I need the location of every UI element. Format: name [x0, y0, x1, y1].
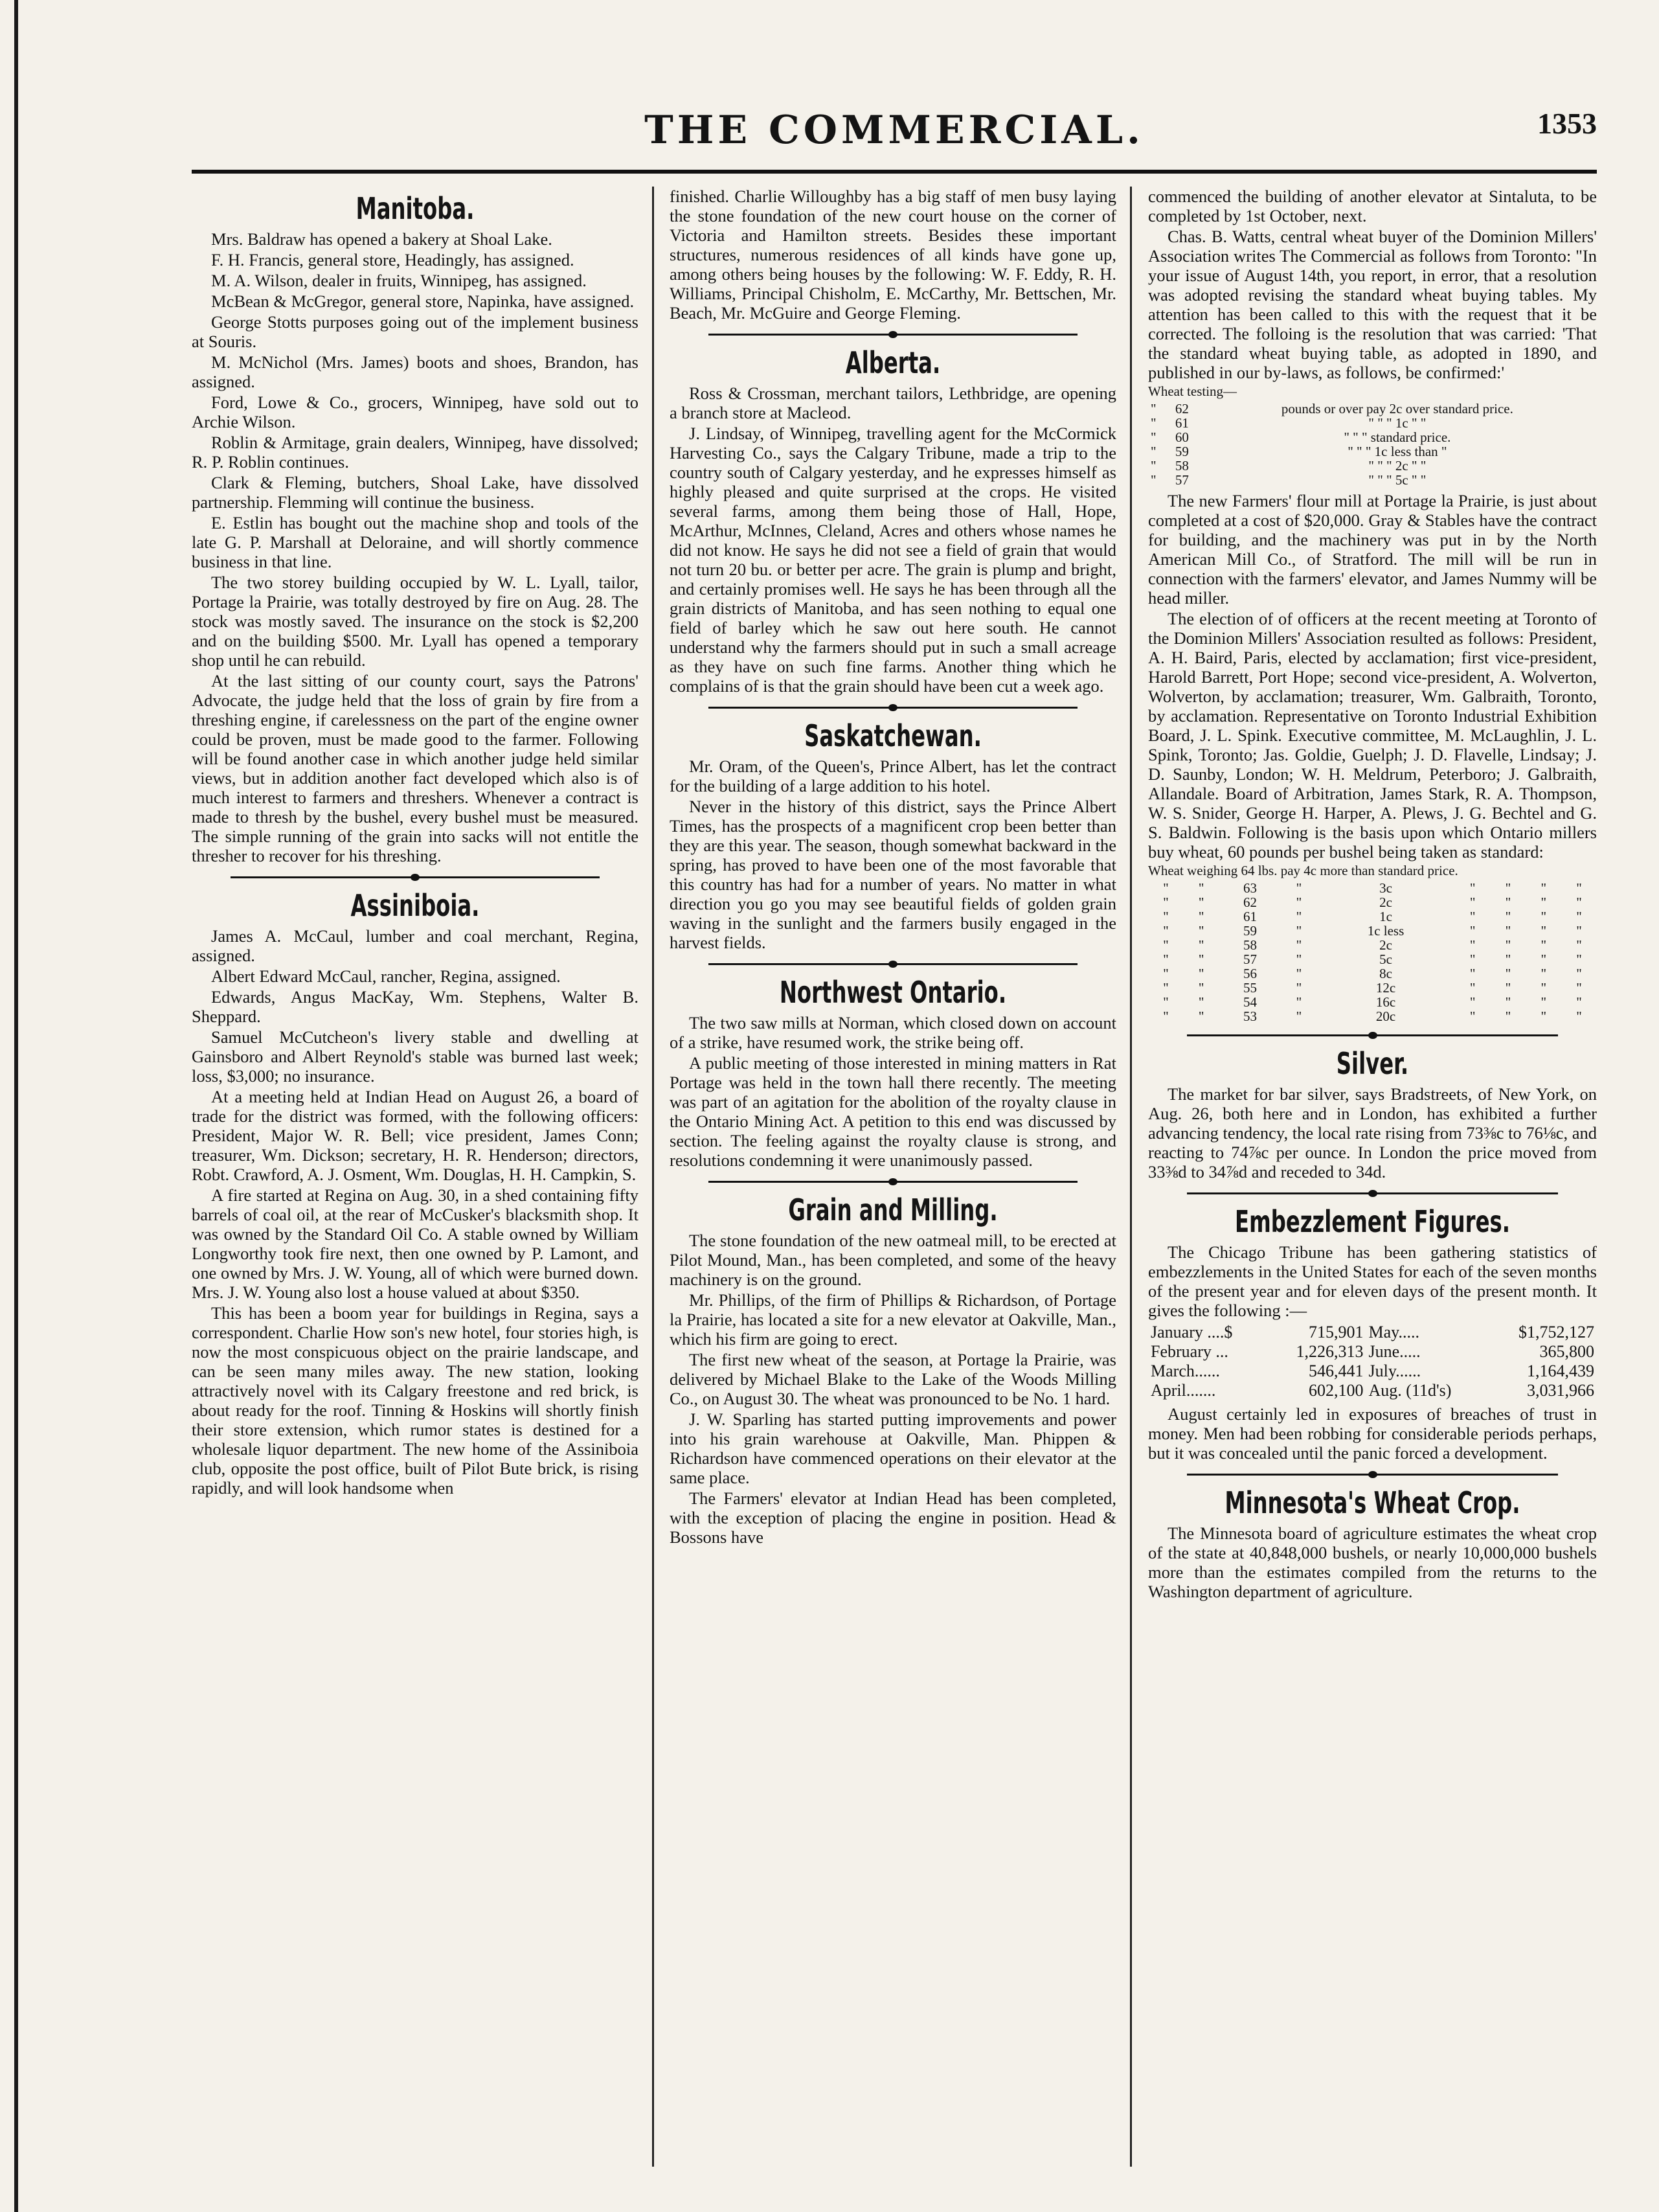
table-cell: " " " 2c " "	[1368, 458, 1427, 473]
table-cell: "	[1296, 895, 1302, 910]
table-cell: "	[1576, 1009, 1582, 1024]
article-paragraph: M. McNichol (Mrs. James) boots and shoes, Brandon, has assigned.	[192, 352, 638, 391]
table-cell: "	[1198, 923, 1204, 939]
table-cell: "	[1151, 401, 1157, 416]
article-paragraph: At the last sitting of our county court, says the Patrons' Advocate, the judge held that the loss of grain by fire from a threshing engine, if carelessness on the part of the engine owner could be proven, must be made good to the farmer. Following will be found another case in which another judge held similar views, but in addition another fact developed which also is of much interest to farmers and threshers. Whenever a contract is made to thresh by the bushel, every bushel must be measured. The simple running of the grain into sacks will not entitle the thresher to recover for his threshing.	[192, 671, 638, 865]
table-row	[1148, 895, 1597, 909]
table-cell: "	[1296, 937, 1302, 953]
table-row	[1148, 966, 1597, 981]
table-row	[1148, 881, 1597, 895]
binding-edge	[14, 0, 18, 2212]
section-heading-minnesota: Minnesota's Wheat Crop.	[1224, 1485, 1520, 1520]
table-cell: "	[1505, 966, 1511, 981]
table-cell: 546,441	[1309, 1362, 1364, 1380]
table-row	[1148, 938, 1597, 952]
article-paragraph: Chas. B. Watts, central wheat buyer of the Dominion Millers' Association writes The Commercial as follows from Toronto: "In your issue of August 14th, you report, in error, that a resolution was adopted revising the standard wheat buying tables. My attention has been called to this with the request that it be corrected. The folloing is the resolution that was carried: 'That the standard wheat buying table, as adopted in 1890, and published in our by-laws, as follows, be confirmed:'	[1148, 227, 1597, 382]
article-paragraph: The election of of officers at the recent meeting at Toronto of the Dominion Millers' Association resulted as follows: President, A. H. Baird, Paris, elected by acclamation; first vice-president, Harold Barrett, Port Hope; second vice-president, A. Wolverton, Wolverton, by acclamation; treasurer, Wm. Galbraith, Toronto, by acclamation. Representative on Toronto Industrial Exhibition Board, J. L. Spink. Executive committee, M. McLaughlin, J. L. Spink, Toronto; Jas. Goldie, Guelph; J. D. Flavelle, Lindsay; J. D. Saunby, London; W. H. Meldrum, Peterboro; J. Galbraith, Allandale. Board of Arbitration, James Stark, R. A. Thompson, W. S. Snider, George H. Harper, A. Plews, J. G. Bechtel and G. S. Baldwin. Following is the basis upon which Ontario millers buy wheat, 60 pounds per bushel being taken as standard:	[1148, 609, 1597, 861]
table-cell: "	[1198, 880, 1204, 896]
table-row	[1148, 1009, 1597, 1023]
table-cell: "	[1469, 966, 1476, 981]
table-cell: "	[1163, 937, 1169, 953]
table-cell: 3,031,966	[1527, 1381, 1594, 1400]
table-cell: "	[1163, 980, 1169, 996]
table-cell: 5c	[1379, 952, 1392, 967]
article-paragraph: The Chicago Tribune has been gathering statistics of embezzlements in the United States for each of the seven months of the present year and for eleven days of the present month. It gives the following :—	[1148, 1242, 1597, 1320]
masthead	[192, 104, 1597, 162]
table-cell: "	[1541, 937, 1547, 953]
table-cell: "	[1505, 909, 1511, 924]
wheat-weighing-table	[1148, 881, 1597, 1023]
masthead-title: THE COMMERCIAL.	[644, 108, 1144, 153]
table-cell: "	[1576, 994, 1582, 1010]
table-cell: "	[1296, 980, 1302, 996]
article-paragraph: finished. Charlie Willoughby has a big staff of men busy laying the stone foundation of the new court house on the corner of Victoria and Hamilton streets. Besides these important structures, numerous residences of all kinds have gone up, among others being houses by the following: W. F. Eddy, R. H. Williams, Principal Chisholm, E. McCarthy, Mr. Bettschen, Mr. Beach, Mr. McGuire and George Fleming.	[670, 187, 1116, 323]
article-paragraph: Mr. Phillips, of the firm of Phillips & Richardson, of Portage la Prairie, has located a site for a new elevator at Oakville, Man., which his firm are going to erect.	[670, 1290, 1116, 1349]
table-cell: "	[1541, 966, 1547, 981]
table-cell: " " " standard price.	[1344, 429, 1451, 445]
table-cell: "	[1163, 909, 1169, 924]
table-cell: "	[1296, 1009, 1302, 1024]
table-cell: "	[1198, 1009, 1204, 1024]
table-cell: "	[1576, 895, 1582, 910]
table-caption: Wheat weighing 64 lbs. pay 4c more than standard price.	[1148, 863, 1458, 878]
table-cell: 20c	[1375, 1009, 1396, 1024]
table-cell: "	[1296, 952, 1302, 967]
article-paragraph: The two saw mills at Norman, which closed down on account of a strike, have resumed work, the strike being off.	[670, 1013, 1116, 1052]
table-cell: 1c	[1379, 909, 1392, 924]
table-row	[1148, 1342, 1597, 1362]
table-cell: "	[1505, 952, 1511, 967]
table-cell: "	[1541, 952, 1547, 967]
section-heading-saskatchewan: Saskatchewan.	[804, 718, 982, 753]
section-heading-assiniboia: Assiniboia.	[350, 888, 480, 923]
table-cell: "	[1296, 966, 1302, 981]
table-cell: "	[1469, 952, 1476, 967]
article-paragraph: Samuel McCutcheon's livery stable and dwelling at Gainsboro and Albert Reynold's stable was burned last week; loss, $3,000; no insurance.	[192, 1027, 638, 1086]
table-cell: "	[1296, 923, 1302, 939]
article-paragraph: This has been a boom year for buildings in Regina, says a correspondent. Charlie How son's new hotel, four stories high, is now the most conspicuous object on the prairie landscape, and can be seen many miles away. The new station, looking attractively novel with its Calgary freestone and red brick, is about ready for the roof. Tinning & Hoskins will shortly finish their store extension, which rumor states is destined for a wholesale liquor department. The new home of the Assiniboia club, opposite the post office, built of Pilot Bute brick, is rising rapidly, and will look handsome when	[192, 1303, 638, 1498]
table-cell: 60	[1175, 429, 1189, 445]
table-cell: "	[1469, 980, 1476, 996]
table-row	[1148, 459, 1597, 473]
table-cell: "	[1151, 472, 1157, 488]
table-cell: "	[1541, 1009, 1547, 1024]
table-cell: "	[1576, 952, 1582, 967]
table-cell: $1,752,127	[1518, 1323, 1594, 1341]
column-3	[1148, 187, 1597, 2167]
table-cell: 715,901	[1309, 1323, 1364, 1341]
table-row	[1148, 909, 1597, 924]
table-cell: 59	[1243, 923, 1258, 939]
article-paragraph: Mr. Oram, of the Queen's, Prince Albert, has let the contract for the building of a large addition to his hotel.	[670, 757, 1116, 795]
table-cell: March......	[1151, 1362, 1220, 1380]
table-cell: 63	[1243, 880, 1258, 896]
table-cell: 61	[1175, 415, 1189, 431]
table-cell: 16c	[1375, 994, 1396, 1010]
table-cell: "	[1469, 923, 1476, 939]
table-cell: "	[1198, 952, 1204, 967]
table-cell: pounds or over pay 2c over standard price.	[1281, 401, 1513, 416]
table-cell: July......	[1368, 1362, 1421, 1380]
article-paragraph: The Farmers' elevator at Indian Head has been completed, with the exception of placing the engine in position. Head & Bossons have	[670, 1488, 1116, 1547]
column-rule	[652, 187, 654, 2167]
section-divider	[1187, 1029, 1558, 1042]
table-cell: 2c	[1379, 937, 1392, 953]
column-1	[192, 187, 638, 2167]
table-cell: 54	[1243, 994, 1258, 1010]
table-cell: 61	[1243, 909, 1258, 924]
table-cell: "	[1198, 895, 1204, 910]
table-cell: "	[1576, 966, 1582, 981]
table-cell: 55	[1243, 980, 1258, 996]
section-divider	[708, 957, 1078, 970]
article-paragraph: George Stotts purposes going out of the implement business at Souris.	[192, 312, 638, 351]
article-paragraph: commenced the building of another elevator at Sintaluta, to be completed by 1st October, next.	[1148, 187, 1597, 225]
table-cell: "	[1163, 994, 1169, 1010]
table-cell: "	[1505, 937, 1511, 953]
article-paragraph: Roblin & Armitage, grain dealers, Winnipeg, have dissolved; R. P. Roblin continues.	[192, 433, 638, 472]
section-divider	[231, 871, 600, 884]
table-cell: 602,100	[1309, 1381, 1364, 1400]
table-cell: "	[1151, 458, 1157, 473]
section-heading-grain-milling: Grain and Milling.	[788, 1192, 998, 1227]
table-row	[1148, 1362, 1597, 1381]
table-cell: "	[1296, 994, 1302, 1010]
table-cell: "	[1469, 994, 1476, 1010]
table-cell: 58	[1243, 937, 1258, 953]
table-cell: "	[1151, 415, 1157, 431]
table-cell: 1c less	[1367, 923, 1405, 939]
page-number: 1353	[1537, 107, 1597, 140]
table-cell: "	[1163, 880, 1169, 896]
article-paragraph: Albert Edward McCaul, rancher, Regina, assigned.	[211, 966, 561, 986]
article-paragraph: The first new wheat of the season, at Portage la Prairie, was delivered by Michael Blake to the Lake of the Woods Milling Co., on August 30. The wheat was pronounced to be No. 1 hard.	[670, 1350, 1116, 1408]
table-cell: "	[1505, 980, 1511, 996]
table-cell: "	[1541, 880, 1547, 896]
article-paragraph: McBean & McGregor, general store, Napinka, have assigned.	[211, 291, 635, 311]
table-cell: "	[1576, 937, 1582, 953]
wheat-testing-table	[1148, 402, 1597, 487]
table-cell: "	[1198, 994, 1204, 1010]
section-heading-alberta: Alberta.	[845, 345, 941, 380]
article-paragraph: Ross & Crossman, merchant tailors, Lethbridge, are opening a branch store at Macleod.	[670, 383, 1116, 422]
table-cell: 1,226,313	[1296, 1342, 1364, 1361]
table-row	[1148, 952, 1597, 966]
table-row	[1148, 981, 1597, 995]
table-cell: "	[1576, 909, 1582, 924]
table-cell: "	[1505, 994, 1511, 1010]
column-rule	[1130, 187, 1132, 2167]
table-cell: 53	[1243, 1009, 1258, 1024]
section-divider	[708, 328, 1078, 341]
table-cell: "	[1469, 1009, 1476, 1024]
article-paragraph: The Minnesota board of agriculture estimates the wheat crop of the state at 40,848,000 bushels, or nearly 10,000,000 bushels more than the estimates compiled from the returns to the Washington department of agriculture.	[1148, 1523, 1597, 1601]
table-row	[1148, 473, 1597, 487]
table-cell: 3c	[1379, 880, 1392, 896]
table-cell: " " " 1c " "	[1368, 415, 1427, 431]
table-cell: February ...	[1151, 1342, 1228, 1361]
table-cell: "	[1198, 937, 1204, 953]
table-cell: "	[1541, 909, 1547, 924]
table-row	[1148, 430, 1597, 444]
article-paragraph: Ford, Lowe & Co., grocers, Winnipeg, have sold out to Archie Wilson.	[192, 393, 638, 431]
table-row	[1148, 1323, 1597, 1342]
section-heading-silver: Silver.	[1336, 1046, 1409, 1081]
section-heading-manitoba: Manitoba.	[356, 191, 475, 226]
table-cell: "	[1469, 895, 1476, 910]
article-paragraph: J. Lindsay, of Winnipeg, travelling agent for the McCormick Harvesting Co., says the Calgary Tribune, made a trip to the country south of Calgary yesterday, and he expresses himself as highly pleased and quite surprised at the crops. He visited several farms, among them being those of Hall, Hope, McArthur, McInnes, Cleland, Acres and others whose names he did not know. He says he did not see a field of grain that would not turn 20 bu. or better per acre. The grain is plump and bright, and certainly promises well. He says he has been through all the grain districts of Manitoba, and has seen nothing to equal one field of barley which he saw out here south. He cannot understand why the farmers should put in such a small acreage as they have on such fine farms. Another thing which he complains of is that the grain should have been cut a week ago.	[670, 424, 1116, 696]
table-cell: 62	[1243, 895, 1258, 910]
article-paragraph: James A. McCaul, lumber and coal merchant, Regina, assigned.	[192, 926, 638, 965]
table-cell: "	[1469, 909, 1476, 924]
table-cell: "	[1469, 937, 1476, 953]
table-row	[1148, 416, 1597, 430]
table-cell: 8c	[1379, 966, 1392, 981]
table-caption: Wheat testing—	[1148, 383, 1237, 399]
article-paragraph: The stone foundation of the new oatmeal mill, to be erected at Pilot Mound, Man., has been completed, and some of the heavy machinery is on the ground.	[670, 1231, 1116, 1289]
table-cell: "	[1163, 923, 1169, 939]
table-cell: "	[1505, 880, 1511, 896]
table-cell: "	[1198, 966, 1204, 981]
article-paragraph: F. H. Francis, general store, Headingly, has assigned.	[211, 250, 574, 269]
table-cell: "	[1163, 952, 1169, 967]
table-cell: 59	[1175, 444, 1189, 459]
table-cell: " " " 5c " "	[1368, 472, 1427, 488]
table-cell: "	[1151, 429, 1157, 445]
table-cell: "	[1541, 994, 1547, 1010]
table-cell: May.....	[1368, 1323, 1419, 1341]
section-divider	[708, 1175, 1078, 1188]
table-cell: "	[1541, 980, 1547, 996]
table-cell: "	[1505, 1009, 1511, 1024]
table-cell: 58	[1175, 458, 1189, 473]
table-cell: 1,164,439	[1527, 1362, 1594, 1380]
article-paragraph: A public meeting of those interested in mining matters in Rat Portage was held in the town hall there recently. The meeting was part of an agitation for the abolition of the royalty clause in the Ontario Mining Act. A petition to this end was discussed by section. The feeling against the royalty clause is strong, and resolutions condemning it were unanimously passed.	[670, 1053, 1116, 1170]
table-cell: 57	[1175, 472, 1189, 488]
article-paragraph: Edwards, Angus MacKay, Wm. Stephens, Walter B. Sheppard.	[192, 987, 638, 1026]
table-cell: "	[1576, 980, 1582, 996]
article-paragraph: A fire started at Regina on Aug. 30, in a shed containing fifty barrels of coal oil, at the rear of McCusker's blacksmith shop. It was owned by the Standard Oil Co. A stable owned by William Longworthy took fire next, then one owned by P. Lamont, and one owned by Mrs. J. W. Young, all of which were burned down. Mrs. J. W. Young also lost a house valued at about $350.	[192, 1185, 638, 1302]
table-row	[1148, 995, 1597, 1009]
table-cell: 365,800	[1539, 1342, 1594, 1361]
article-paragraph: The new Farmers' flour mill at Portage la Prairie, is just about completed at a cost of $20,000. Gray & Stables have the contract for building, and the machinery was put in by the North American Mill Co., of Stratford. The mill will be run in connection with the farmers' elevator, and James Nummy will be head miller.	[1148, 491, 1597, 608]
table-cell: "	[1163, 1009, 1169, 1024]
section-divider	[1187, 1468, 1558, 1481]
article-paragraph: Mrs. Baldraw has opened a bakery at Shoal Lake.	[211, 229, 552, 249]
table-cell: 57	[1243, 952, 1258, 967]
table-cell: Aug. (11d's)	[1368, 1381, 1452, 1400]
article-paragraph: At a meeting held at Indian Head on August 26, a board of trade for the district was formed, with the following officers: President, Major W. R. Bell; vice president, James Conn; treasurer, Wm. Dickson; secretary, H. R. Henderson; directors, Robt. Crawford, A. J. Osment, Wm. Douglas, H. H. Campkin, S.	[192, 1087, 638, 1184]
table-cell: "	[1198, 909, 1204, 924]
article-paragraph: The two storey building occupied by W. L. Lyall, tailor, Portage la Prairie, was totally destroyed by fire on Aug. 28. The stock was mostly saved. The insurance on the stock is $2,200 and on the building $500. Mr. Lyall has opened a temporary shop until he can rebuild.	[192, 573, 638, 670]
table-cell: June.....	[1368, 1342, 1421, 1361]
section-divider	[708, 701, 1078, 714]
article-paragraph: The market for bar silver, says Bradstreets, of New York, on Aug. 26, both here and in London, has exhibited a further advancing tendency, the local rate rising from 73⅜c to 76⅛c, and reacting to 74⅞c per ounce. In London the price moved from 33⅜d to 34⅞d and receded to 34d.	[1148, 1084, 1597, 1181]
table-cell: "	[1151, 444, 1157, 459]
masthead-rule	[192, 170, 1597, 174]
table-cell: "	[1576, 923, 1582, 939]
section-heading-northwest-ontario: Northwest Ontario.	[779, 975, 1007, 1010]
table-cell: "	[1163, 966, 1169, 981]
article-paragraph: Clark & Fleming, butchers, Shoal Lake, have dissolved partnership. Flemming will continue the business.	[192, 473, 638, 512]
section-heading-embezzlement: Embezzlement Figures.	[1235, 1204, 1510, 1239]
table-row	[1148, 1381, 1597, 1400]
table-cell: "	[1505, 895, 1511, 910]
article-paragraph: J. W. Sparling has started putting improvements and power into his grain warehouse at Oakville, Man. Phippen & Richardson have commenced operations on their elevator at the same place.	[670, 1409, 1116, 1487]
table-cell: January ....$	[1151, 1323, 1233, 1341]
table-cell: "	[1198, 980, 1204, 996]
table-cell: April.......	[1151, 1381, 1216, 1400]
table-cell: 2c	[1379, 895, 1392, 910]
table-cell: "	[1296, 880, 1302, 896]
article-paragraph: August certainly led in exposures of breaches of trust in money. Men had been robbing for considerable periods perhaps, but it was concealed until the panic forced a development.	[1148, 1404, 1597, 1463]
table-cell: "	[1163, 895, 1169, 910]
table-cell: "	[1505, 923, 1511, 939]
section-divider	[1187, 1187, 1558, 1200]
table-cell: "	[1296, 909, 1302, 924]
table-cell: "	[1541, 895, 1547, 910]
table-cell: "	[1469, 880, 1476, 896]
table-cell: "	[1541, 923, 1547, 939]
article-paragraph: Never in the history of this district, says the Prince Albert Times, has the prospects of a magnificent crop been better than they are this year. The season, though somewhat backward in the spring, has proved to have been one of the most favorable that this country has had for a number of years. No matter in what direction you go you may see beautiful fields of golden grain waving in the sunlight and the farmers busily engaged in the harvest fields.	[670, 797, 1116, 952]
table-row	[1148, 402, 1597, 416]
table-cell: "	[1576, 880, 1582, 896]
table-cell: 12c	[1375, 980, 1396, 996]
article-paragraph: M. A. Wilson, dealer in fruits, Winnipeg, has assigned.	[211, 271, 587, 290]
table-cell: 56	[1243, 966, 1258, 981]
table-cell: 62	[1175, 401, 1189, 416]
embezzlement-table	[1148, 1323, 1597, 1400]
table-row	[1148, 444, 1597, 459]
table-cell: " " " 1c less than "	[1348, 444, 1447, 459]
column-2	[670, 187, 1116, 2167]
table-row	[1148, 924, 1597, 938]
article-paragraph: E. Estlin has bought out the machine shop and tools of the late G. P. Marshall at Deloraine, and will shortly commence business in that line.	[192, 513, 638, 571]
